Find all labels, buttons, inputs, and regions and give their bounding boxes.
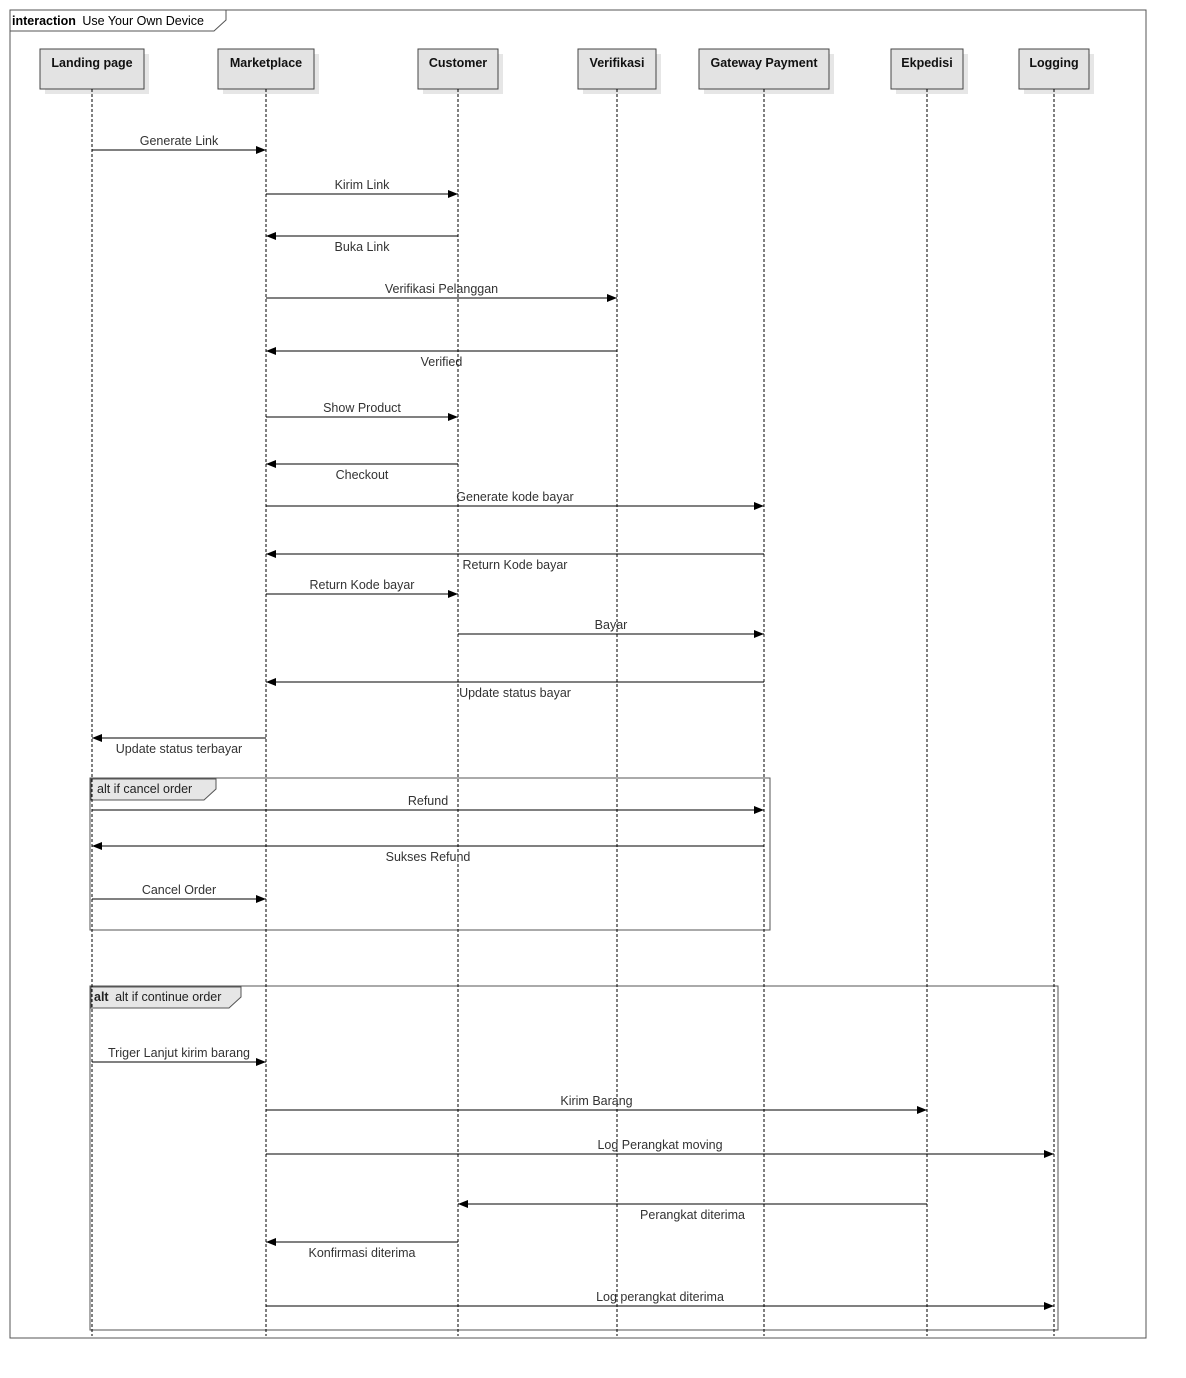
message-label: Kirim Link: [334, 178, 390, 192]
message-11: [458, 618, 764, 634]
lifeline-label: Marketplace: [229, 56, 303, 70]
message-18: [266, 1094, 927, 1110]
message-label: Kirim Barang: [560, 1094, 633, 1108]
message-5: [266, 351, 617, 369]
lifeline-label: Customer: [428, 56, 488, 70]
message-label: Update status terbayar: [115, 742, 243, 756]
message-3: [266, 236, 458, 254]
svg-text:interaction Use Your Own: [12, 14, 204, 28]
message-17: [92, 1046, 266, 1062]
message-label: Generate kode bayar: [456, 490, 574, 504]
message-9: [266, 554, 764, 572]
lifeline-label: Gateway Payment: [710, 56, 818, 70]
frame-keyword: interaction: [12, 14, 76, 28]
lifeline-logging: [1019, 49, 1089, 1336]
lifeline-ekpedisi: [891, 49, 963, 1336]
fragment-continue-label: alt if continue order: [115, 990, 222, 1004]
message-label: Cancel Order: [141, 883, 217, 897]
message-label: Triger Lanjut kirim barang: [108, 1046, 250, 1060]
message-2: [266, 178, 458, 194]
lifeline-market: [218, 49, 314, 1336]
message-label: Sukses Refund: [385, 850, 471, 864]
frame-title: Use Your Own Device: [82, 14, 204, 28]
interaction-frame: [10, 10, 1146, 1338]
lifeline-landing: [40, 49, 144, 1336]
message-22: [266, 1290, 1054, 1306]
message-8: [266, 490, 764, 506]
message-19: [266, 1138, 1054, 1154]
message-1: [92, 134, 266, 150]
fragment-cancel-label: alt if cancel order: [97, 782, 193, 796]
message-label: Refund: [407, 794, 449, 808]
message-label: Show Product: [323, 401, 401, 415]
message-label: Generate Link: [139, 134, 219, 148]
message-15: [92, 846, 764, 864]
message-label: Checkout: [335, 468, 389, 482]
message-label: Konfirmasi diterima: [308, 1246, 416, 1260]
lifeline-label: Verifikasi: [589, 56, 645, 70]
lifeline-label: Landing page: [51, 56, 133, 70]
message-20: [458, 1204, 927, 1222]
message-12: [266, 682, 764, 700]
message-label: Return Kode bayar: [309, 578, 415, 592]
message-label: Verified: [420, 355, 463, 369]
message-label: Log perangkat diterima: [596, 1290, 724, 1304]
message-10: [266, 578, 458, 594]
message-6: [266, 401, 458, 417]
message-label: Update status bayar: [459, 686, 571, 700]
lifeline-label: Logging: [1029, 56, 1079, 70]
message-7: [266, 464, 458, 482]
message-label: Verifikasi Pelanggan: [384, 282, 499, 296]
message-4: [266, 282, 617, 298]
fragment-continue-order: [90, 986, 1058, 1330]
message-label: Log Perangkat moving: [597, 1138, 723, 1152]
lifeline-label: Ekpedisi: [901, 56, 953, 70]
svg-text:alt if cancel order: [97, 782, 192, 796]
fragment-continue-keyword: alt: [94, 990, 109, 1004]
message-label: Return Kode bayar: [462, 558, 568, 572]
message-label: Buka Link: [334, 240, 390, 254]
message-21: [266, 1242, 458, 1260]
message-16: [92, 883, 266, 899]
message-label: Perangkat diterima: [640, 1208, 745, 1222]
message-13: [92, 738, 266, 756]
message-label: Bayar: [594, 618, 628, 632]
